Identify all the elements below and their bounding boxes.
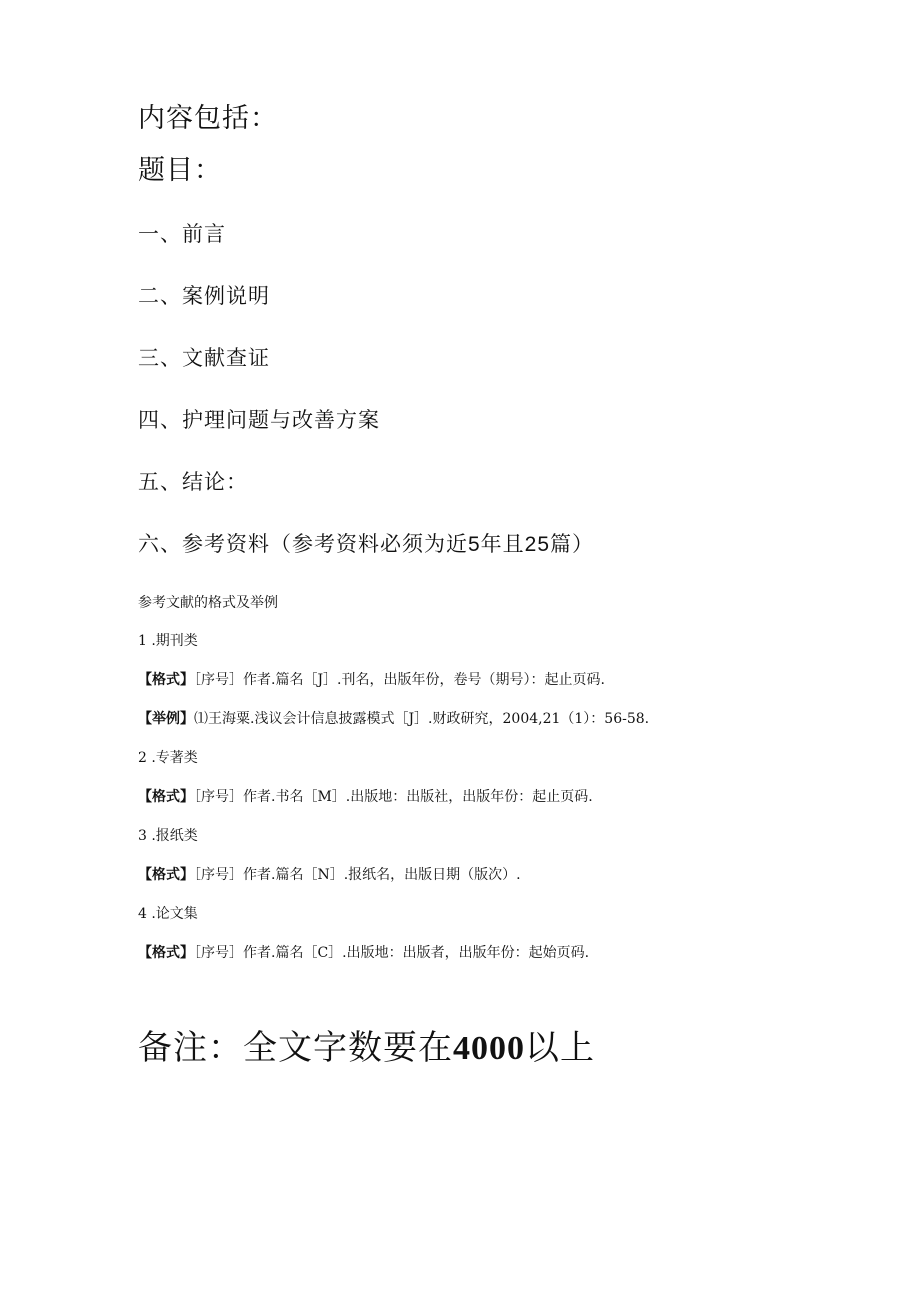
format-text: ［序号］作者.篇名［N］.报纸名，出版日期（版次）. [194,867,521,883]
format-tag: 【格式】 [138,867,194,883]
outline-item-nursing-problems: 四、护理问题与改善方案 [138,408,380,432]
ref-type-journal: 1 .期刊类 [138,633,198,649]
ref-type-newspaper: 3 .报纸类 [138,828,198,844]
contents-heading: 内容包括： [138,103,278,134]
ref-format-newspaper [138,864,521,884]
ref-format-journal [138,669,605,689]
outline-item-conclusion: 五、结论： [138,470,248,494]
format-text: ［序号］作者.篇名［J］.刊名，出版年份，卷号（期号）：起止页码. [194,672,605,688]
ref-format-monograph [138,786,593,806]
outline-item-references: 六、参考资料（参考资料必须为近5年且25篇） [138,533,595,556]
outline-item-preface: 一、前言 [138,222,226,246]
ref-format-proceedings [138,942,589,962]
format-tag: 【格式】 [138,945,194,961]
note-prefix: 备注：全文字数要在 [138,1028,453,1068]
ref-type-monograph: 2 .专著类 [138,750,198,766]
note-suffix: 以上 [525,1028,595,1068]
outline-item-literature-review: 三、文献查证 [138,346,270,370]
example-text: ⑴王海粟.浅议会计信息披露模式［J］.财政研究，2004,21（1）：56-58. [194,711,650,727]
format-tag: 【格式】 [138,789,194,805]
word-count-note [138,1020,595,1069]
format-text: ［序号］作者.篇名［C］.出版地：出版者，出版年份：起始页码. [194,945,590,961]
note-number: 4000 [453,1030,525,1067]
ref-example-journal [138,708,649,728]
format-text: ［序号］作者.书名［M］.出版地：出版社，出版年份：起止页码. [194,789,593,805]
example-tag: 【举例】 [138,711,194,727]
references-heading: 参考文献的格式及举例 [138,595,278,611]
outline-item-case-description: 二、案例说明 [138,284,270,308]
format-tag: 【格式】 [138,672,194,688]
ref-type-proceedings: 4 .论文集 [138,906,198,922]
title-heading: 题目： [138,155,222,186]
